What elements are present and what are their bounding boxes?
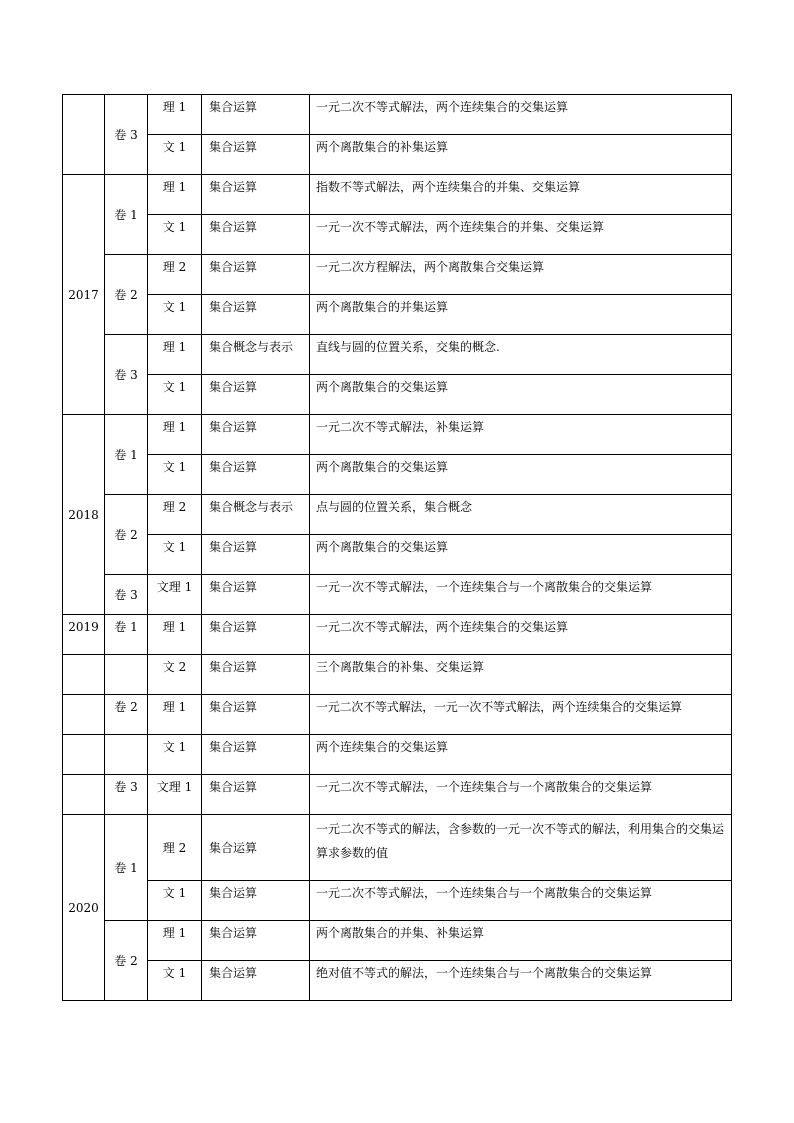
year-cell bbox=[63, 95, 105, 175]
topic-cell: 集合概念与表示 bbox=[202, 495, 310, 535]
content-cell: 一元二次不等式解法，一元一次不等式解法，两个连续集合的交集运算 bbox=[310, 695, 732, 735]
content-cell: 指数不等式解法，两个连续集合的并集、交集运算 bbox=[310, 175, 732, 215]
subject-cell: 文理 1 bbox=[148, 575, 202, 615]
content-cell: 一元二次不等式解法，补集运算 bbox=[310, 415, 732, 455]
subject-cell: 文 1 bbox=[148, 455, 202, 495]
subject-cell: 文 1 bbox=[148, 135, 202, 175]
subject-cell: 理 1 bbox=[148, 95, 202, 135]
topic-cell: 集合概念与表示 bbox=[202, 335, 310, 375]
paper-cell: 卷 1 bbox=[105, 815, 148, 921]
content-cell: 两个连续集合的交集运算 bbox=[310, 735, 732, 775]
paper-cell: 卷 1 bbox=[105, 175, 148, 255]
content-cell: 两个离散集合的交集运算 bbox=[310, 375, 732, 415]
topic-cell: 集合运算 bbox=[202, 815, 310, 881]
table-row bbox=[63, 135, 732, 175]
topic-cell: 集合运算 bbox=[202, 881, 310, 921]
content-cell: 直线与圆的位置关系，交集的概念. bbox=[310, 335, 732, 375]
exam-analysis-table bbox=[62, 94, 732, 1001]
subject-cell: 理 1 bbox=[148, 615, 202, 655]
subject-cell: 理 1 bbox=[148, 335, 202, 375]
topic-cell: 集合运算 bbox=[202, 295, 310, 335]
year-cell: 2017 bbox=[63, 175, 105, 415]
content-cell: 一元二次不等式解法，一个连续集合与一个离散集合的交集运算 bbox=[310, 881, 732, 921]
topic-cell: 集合运算 bbox=[202, 375, 310, 415]
subject-cell: 理 2 bbox=[148, 815, 202, 881]
subject-cell: 理 2 bbox=[148, 255, 202, 295]
subject-cell: 文 2 bbox=[148, 655, 202, 695]
content-cell: 三个离散集合的补集、交集运算 bbox=[310, 655, 732, 695]
topic-cell: 集合运算 bbox=[202, 655, 310, 695]
year-cell bbox=[63, 775, 105, 815]
table-row bbox=[63, 295, 732, 335]
topic-cell: 集合运算 bbox=[202, 255, 310, 295]
subject-cell: 理 2 bbox=[148, 495, 202, 535]
paper-cell: 卷 2 bbox=[105, 921, 148, 1001]
topic-cell: 集合运算 bbox=[202, 215, 310, 255]
subject-cell: 文 1 bbox=[148, 295, 202, 335]
table-row bbox=[63, 255, 732, 295]
paper-cell: 卷 1 bbox=[105, 615, 148, 655]
table-row bbox=[63, 375, 732, 415]
year-cell bbox=[63, 655, 105, 695]
paper-cell: 卷 3 bbox=[105, 335, 148, 415]
table-row bbox=[63, 415, 732, 455]
table-row bbox=[63, 95, 732, 135]
content-cell: 两个离散集合的交集运算 bbox=[310, 455, 732, 495]
paper-cell: 卷 3 bbox=[105, 575, 148, 615]
topic-cell: 集合运算 bbox=[202, 735, 310, 775]
year-cell: 2020 bbox=[63, 815, 105, 1001]
content-cell: 一元一次不等式解法，一个连续集合与一个离散集合的交集运算 bbox=[310, 575, 732, 615]
subject-cell: 文 1 bbox=[148, 375, 202, 415]
year-cell bbox=[63, 735, 105, 775]
topic-cell: 集合运算 bbox=[202, 535, 310, 575]
content-cell: 一元二次不等式解法，两个连续集合的交集运算 bbox=[310, 615, 732, 655]
content-cell: 一元二次不等式解法，两个连续集合的交集运算 bbox=[310, 95, 732, 135]
content-cell: 两个离散集合的交集运算 bbox=[310, 535, 732, 575]
subject-cell: 文 1 bbox=[148, 881, 202, 921]
table-row bbox=[63, 615, 732, 655]
paper-cell: 卷 3 bbox=[105, 95, 148, 175]
year-cell bbox=[63, 695, 105, 735]
topic-cell: 集合运算 bbox=[202, 615, 310, 655]
topic-cell: 集合运算 bbox=[202, 135, 310, 175]
year-cell: 2018 bbox=[63, 415, 105, 615]
table-row bbox=[63, 535, 732, 575]
subject-cell: 文 1 bbox=[148, 535, 202, 575]
subject-cell: 文 1 bbox=[148, 961, 202, 1001]
content-cell: 一元二次不等式的解法，含参数的一元一次不等式的解法，利用集合的交集运算求参数的值 bbox=[310, 815, 732, 881]
paper-cell: 卷 3 bbox=[105, 775, 148, 815]
paper-cell: 卷 2 bbox=[105, 695, 148, 735]
topic-cell: 集合运算 bbox=[202, 961, 310, 1001]
topic-cell: 集合运算 bbox=[202, 775, 310, 815]
content-cell: 两个离散集合的并集运算 bbox=[310, 295, 732, 335]
content-cell: 两个离散集合的补集运算 bbox=[310, 135, 732, 175]
table-row bbox=[63, 695, 732, 735]
table-row bbox=[63, 815, 732, 881]
content-cell: 一元二次方程解法，两个离散集合交集运算 bbox=[310, 255, 732, 295]
topic-cell: 集合运算 bbox=[202, 695, 310, 735]
table-row bbox=[63, 495, 732, 535]
topic-cell: 集合运算 bbox=[202, 455, 310, 495]
paper-cell: 卷 2 bbox=[105, 255, 148, 335]
content-cell: 点与圆的位置关系，集合概念 bbox=[310, 495, 732, 535]
paper-cell: 卷 1 bbox=[105, 415, 148, 495]
subject-cell: 理 1 bbox=[148, 921, 202, 961]
table-row bbox=[63, 775, 732, 815]
topic-cell: 集合运算 bbox=[202, 95, 310, 135]
content-cell: 一元一次不等式解法，两个连续集合的并集、交集运算 bbox=[310, 215, 732, 255]
topic-cell: 集合运算 bbox=[202, 921, 310, 961]
topic-cell: 集合运算 bbox=[202, 175, 310, 215]
table-row bbox=[63, 961, 732, 1001]
year-cell: 2019 bbox=[63, 615, 105, 655]
content-cell: 一元二次不等式解法，一个连续集合与一个离散集合的交集运算 bbox=[310, 775, 732, 815]
subject-cell: 理 1 bbox=[148, 695, 202, 735]
table-row bbox=[63, 175, 732, 215]
subject-cell: 文 1 bbox=[148, 215, 202, 255]
topic-cell: 集合运算 bbox=[202, 415, 310, 455]
table-row bbox=[63, 655, 732, 695]
subject-cell: 文理 1 bbox=[148, 775, 202, 815]
paper-cell: 卷 2 bbox=[105, 495, 148, 575]
table-row bbox=[63, 881, 732, 921]
table-row bbox=[63, 215, 732, 255]
topic-cell: 集合运算 bbox=[202, 575, 310, 615]
table-row bbox=[63, 921, 732, 961]
table-row bbox=[63, 735, 732, 775]
subject-cell: 文 1 bbox=[148, 735, 202, 775]
subject-cell: 理 1 bbox=[148, 415, 202, 455]
table-row bbox=[63, 335, 732, 375]
content-cell: 绝对值不等式的解法，一个连续集合与一个离散集合的交集运算 bbox=[310, 961, 732, 1001]
subject-cell: 理 1 bbox=[148, 175, 202, 215]
content-cell: 两个离散集合的并集、补集运算 bbox=[310, 921, 732, 961]
paper-cell bbox=[105, 655, 148, 695]
table-row bbox=[63, 455, 732, 495]
table-row bbox=[63, 575, 732, 615]
paper-cell bbox=[105, 735, 148, 775]
